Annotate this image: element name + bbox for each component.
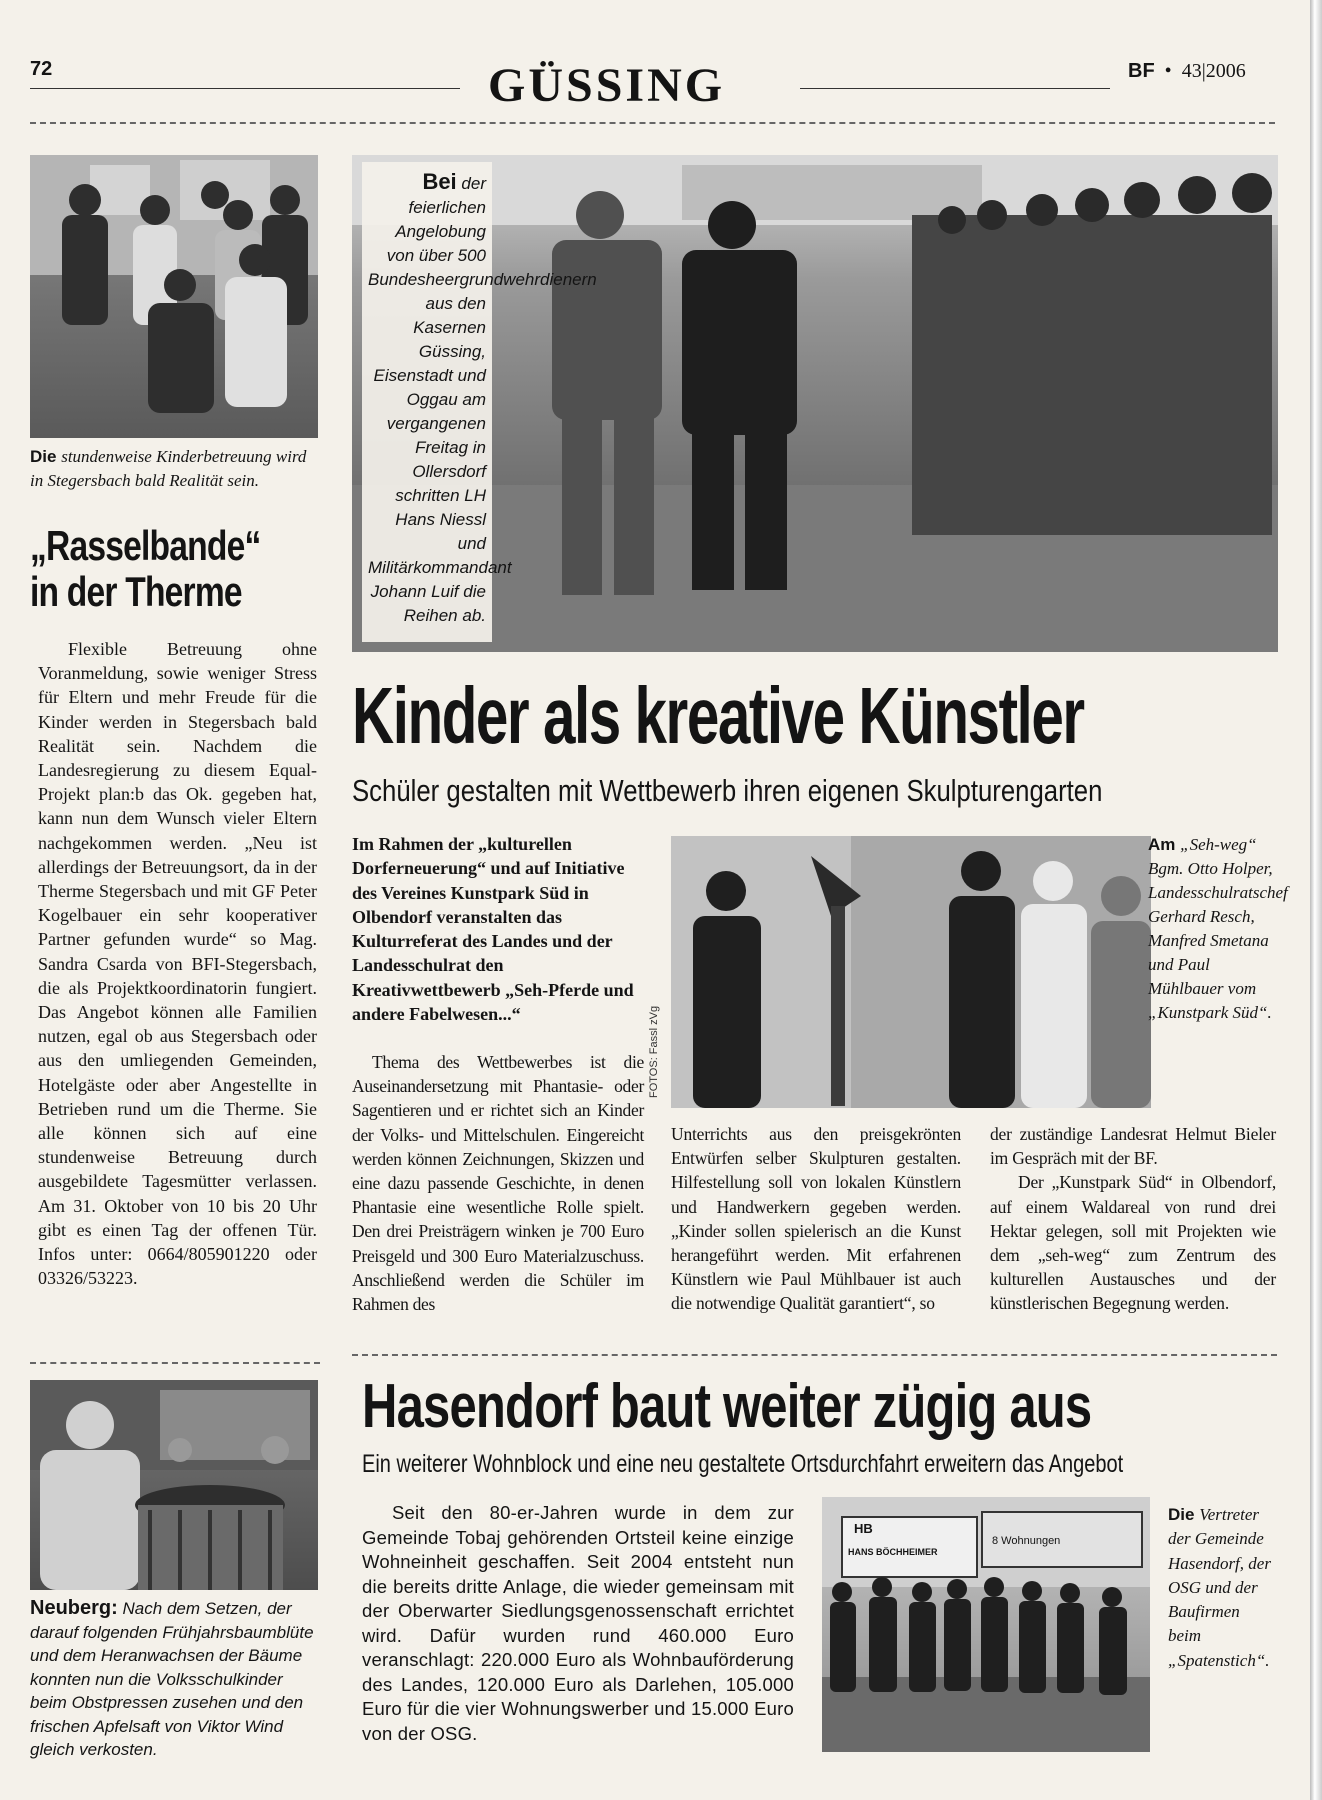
kinderbetreuung-caption [30, 445, 320, 492]
angelobung-caption [368, 169, 597, 628]
col3-paragraph-1: der zuständige Landesrat Helmut Bieler im Gespräch mit der BF. [990, 1124, 1276, 1169]
caption-text: Nach dem Setzen, der darauf folgenden Frühjahrsbaumblüte und dem Heranwachsen der Bäume konnten nun die Volksschulkinder beim Obstpressen zusehen und den frischen Apfelsaft von Viktor Wind gleich verkosten. [30, 1599, 314, 1759]
kinder-lead [352, 832, 644, 1026]
seh-weg-photo [671, 836, 1151, 1108]
caption-lead: Neuberg: [30, 1597, 118, 1619]
col3-paragraph-2: Der „Kunstpark Süd“ in Olbendorf, auf einem Waldareal von rund drei Hektar gelegen, soll mit Projekten wie dem „seh-weg“ zum Zentrum des kulturellen Austausches und der künstlerischen Begegnung werden. [990, 1172, 1276, 1314]
issue-line [1128, 60, 1246, 83]
kinderbetreuung-photo [30, 155, 318, 438]
lead-text: Im Rahmen der „kulturellen Dorferneuerung“ und auf Initiative des Vereines Kunstpark Süd in Olbendorf veranstalten das Kulturreferat des Landes und der Landesschulrat den Kreativwettbewerb „Seh-Pferde und andere Fabelwesen...“ [352, 834, 634, 1025]
right-mid-divider [352, 1354, 1277, 1356]
neuberg-caption [30, 1597, 322, 1762]
issue-number: 43|2006 [1181, 60, 1246, 82]
hasendorf-body: Seit den 80-er-Jahren wurde in dem zur Gemeinde Tobaj gehörenden Ortsteil keine einzige Wohneinheit geschaffen. Seit 2004 entsteht nun die bereits dritte Anlage, die wieder gemeinsam mit der Oberwarter Siedlungsgenossenschaft errichtet wird. Dafür wurden rund 460.000 Euro veranschlagt: 220.000 Euro als Wohnbauförderung des Landes, 120.000 Euro als Darlehen, 105.000 Euro für die vier Wohnungswerber und 15.000 Euro von der OSG. [362, 1502, 794, 1744]
kinder-col2: Unterrichts aus den preisgekrönten Entwürfen selber Skulpturen gestalten. Hilfestellung soll von lokalen Künstlern und Handwerkern gegeben werden. „Kinder sollen spielerisch an die Kunst herangeführt werden. Mit erfahrenen Künstlern wie Paul Mühlbauer ist auch die notwendige Qualität garantiert“, so [671, 1124, 961, 1314]
page-number: 72 [30, 58, 53, 80]
caption-lead: Die [30, 447, 57, 466]
spatenstich-caption [1168, 1503, 1273, 1673]
brand-logo: BF [1128, 60, 1155, 82]
hasendorf-subhead: Ein weiterer Wohnblock und eine neu gestaltete Ortsdurchfahrt erweitern das Angebot [362, 1450, 1124, 1478]
bullet: • [1164, 60, 1172, 82]
section-title: GÜSSING [488, 59, 726, 112]
kinder-col1: Thema des Wettbewerbes ist die Auseinandersetzung mit Phantasie- oder Sagentieren und er richtet sich an Kinder der Volks- und Mittelschulen. Eingereicht werden können Zeichnungen, Skizzen und eine dazu passende Geschichte, in denen Phantasie eine wesentliche Rolle spielt. Den drei Preisträgern winken je 700 Euro Preisgeld und 300 Euro Materialzuschuss. Anschließend werden die Schüler im Rahmen des [352, 1052, 644, 1315]
angelobung-caption-box [362, 162, 597, 642]
hasendorf-headline: Hasendorf baut weiter zügig aus [362, 1372, 1092, 1441]
neuberg-photo [30, 1380, 318, 1590]
caption-lead: Am [1148, 835, 1176, 854]
rasselbande-headline [30, 523, 302, 615]
caption-text: Vertreter der Gemeinde Hasendorf, der OSG und der Baufirmen beim „Spatenstich“. [1168, 1505, 1271, 1670]
caption-text: der feierlichen Angelobung von über 500 Bundesheergrundwehrdienern aus den Kasernen Güssing, Eisenstadt und Oggau am vergangenen Freitag in Ollersdorf schritten LH Hans Niessl und Militärkommandant Johann Luif die Reihen ab. [368, 174, 597, 625]
sign-company: HANS BÖCHHEIMER [848, 1547, 938, 1557]
headline-line-2: in der Therme [30, 568, 242, 615]
kinder-col3 [990, 1122, 1276, 1316]
sign-hb: HB [854, 1521, 873, 1536]
header-rule-right [800, 88, 1110, 89]
page-spine-edge [1310, 0, 1322, 1800]
kinder-subhead: Schüler gestalten mit Wettbewerb ihren eigenen Skulpturengarten [352, 773, 1103, 808]
caption-text: „Seh-weg“ Bgm. Otto Holper, Landesschulratschef Gerhard Resch, Manfred Smetana und Paul Mühlbauer vom „Kunstpark Süd“. [1148, 835, 1288, 1022]
headline-line-1: „Rasselbande“ [30, 522, 261, 569]
photo-credit: FOTOS: Fassl zVg [648, 1005, 660, 1098]
kinder-headline: Kinder als kreative Künstler [352, 671, 1084, 760]
seh-weg-caption [1148, 833, 1288, 1025]
sign-units: 8 Wohnungen [992, 1535, 1061, 1547]
header-rule-left [30, 88, 460, 89]
caption-lead: Bei [422, 169, 457, 194]
header-dashed-divider [30, 122, 1275, 124]
caption-text: stundenweise Kinderbetreuung wird in Stegersbach bald Realität sein. [30, 447, 307, 490]
left-mid-divider [30, 1362, 320, 1364]
rasselbande-body: Flexible Betreuung ohne Voranmeldung, sowie weniger Stress für Eltern und mehr Freude für die Kinder werden in Stegersbach bald Realität sein. Nachdem die Landesregierung zu diesem Equal-Projekt plan:b das Ok. gegeben hat, kann nun dem Wunsch vieler Eltern nachgekommen werden. „Neu ist allerdings der Betreuungsort, da in der Therme Stegersbach und mit GF Peter Kogelbauer ein sehr kooperativer Partner gefunden wurde“ so Mag. Sandra Csarda von BFI-Stegersbach, die als Projektkoordinatorin fungiert. Das Angebot können alle Familien nutzen, egal ob aus Stegersbach oder aus den umliegenden Gemeinden, Hotelgäste oder aber Angestellte in Betrieben rund um die Therme. Sie alle können sich auf eine stundenweise Betreuung durch ausgebildete Tagesmütter verlassen. Am 31. Oktober von 10 bis 20 Uhr gibt es einen Tag der offenen Tür. Infos unter: 0664/805901220 oder 03326/53223. [38, 639, 317, 1289]
caption-lead: Die [1168, 1505, 1195, 1524]
spatenstich-photo [822, 1497, 1150, 1752]
